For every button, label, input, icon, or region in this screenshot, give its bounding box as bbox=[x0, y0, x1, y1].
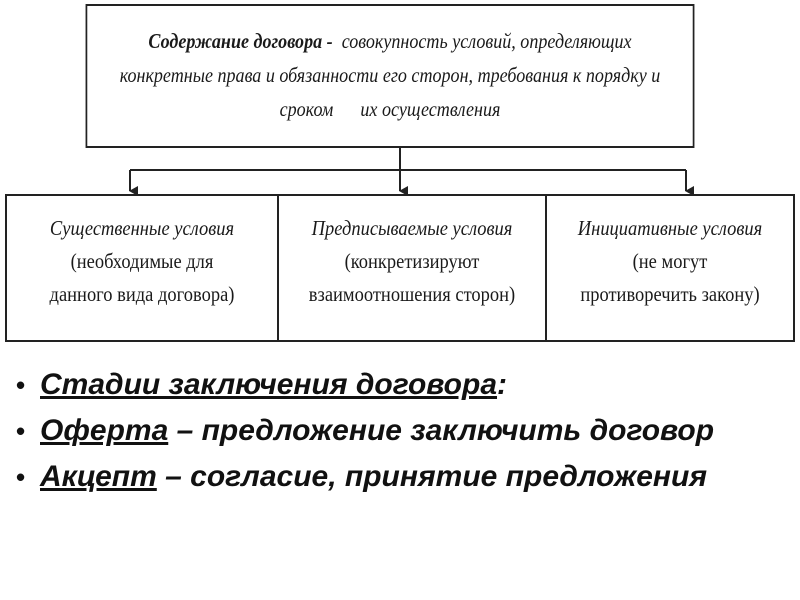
list-item-offer bbox=[16, 412, 776, 450]
acceptance-definition: – согласие, принятие предложения bbox=[156, 460, 707, 493]
list-item-acceptance bbox=[16, 458, 776, 496]
list-item-stages bbox=[16, 366, 776, 404]
bullet-icon: • bbox=[16, 370, 26, 400]
bullet-icon: • bbox=[16, 462, 26, 492]
condition-essential bbox=[7, 196, 277, 340]
conditions-row bbox=[5, 194, 795, 342]
stages-list bbox=[16, 366, 776, 504]
condition-initiative bbox=[545, 196, 793, 340]
stages-colon: : bbox=[497, 368, 508, 401]
condition-essential-line-1: (необходимые для bbox=[70, 249, 214, 273]
offer-term: Оферта bbox=[40, 414, 169, 447]
definition-text-1: совокупность условий, определяющих bbox=[341, 29, 632, 53]
condition-essential-title: Существенные условия bbox=[49, 216, 235, 240]
bullet-icon: • bbox=[16, 416, 26, 446]
condition-prescribed-line-2: взаимоотношения сторон) bbox=[308, 282, 516, 306]
stages-heading: Стадии заключения договора bbox=[40, 368, 498, 401]
condition-prescribed-title: Предписываемые условия bbox=[311, 216, 513, 240]
condition-prescribed bbox=[277, 196, 545, 340]
condition-initiative-line-2: противоречить закону) bbox=[580, 282, 760, 306]
definition-dash: - bbox=[322, 29, 338, 53]
definition-line-3: сроком их осуществления bbox=[279, 97, 501, 121]
acceptance-term: Акцепт bbox=[40, 460, 157, 493]
definition-line-2: конкретные права и обязанности его сторон, требования к порядку и bbox=[119, 63, 661, 87]
connector-arrows bbox=[0, 0, 800, 200]
definition-term: Содержание договора bbox=[148, 29, 323, 53]
offer-definition: – предложение заключить договор bbox=[168, 414, 715, 447]
condition-initiative-line-1: (не могут bbox=[632, 249, 708, 273]
condition-prescribed-line-1: (конкретизируют bbox=[344, 249, 480, 273]
condition-essential-line-2: данного вида договора) bbox=[49, 282, 235, 306]
condition-initiative-title: Инициативные условия bbox=[577, 216, 763, 240]
